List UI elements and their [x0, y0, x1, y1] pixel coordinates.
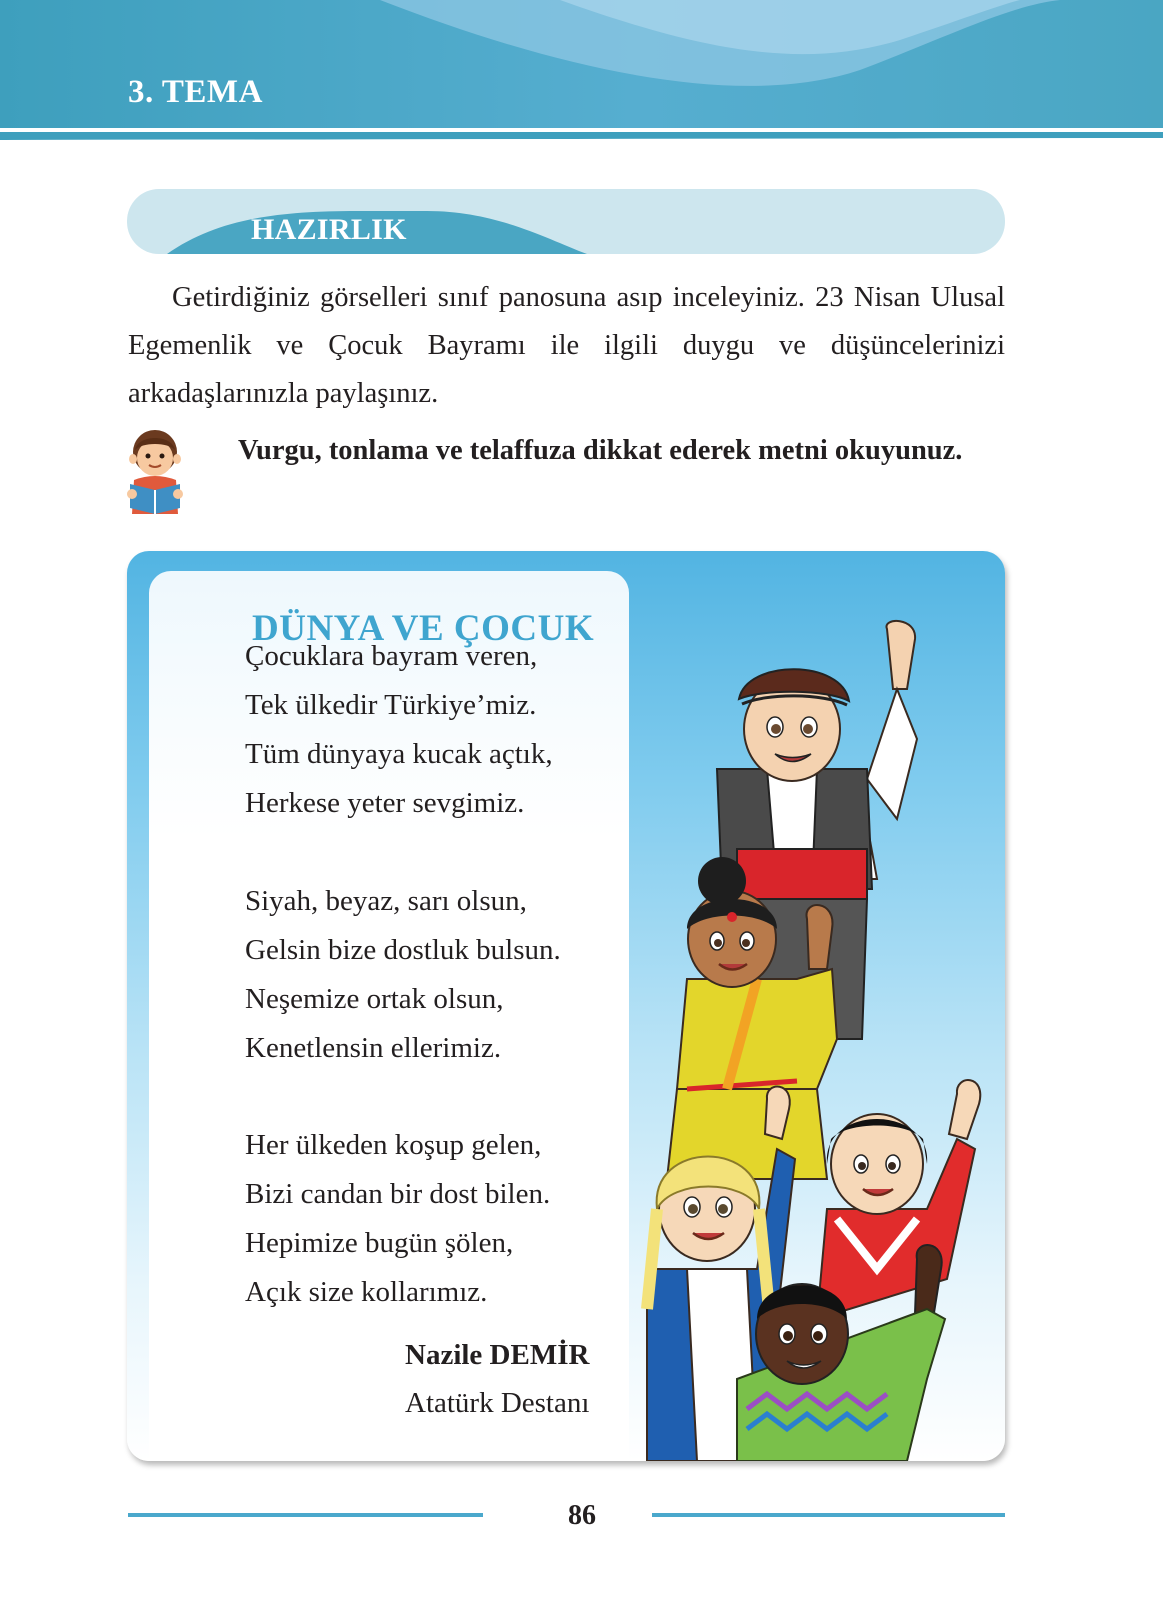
footer-line-left	[128, 1513, 483, 1517]
reading-child-icon	[126, 428, 184, 514]
poem-line: Siyah, beyaz, sarı olsun,	[245, 885, 527, 917]
footer-line-right	[652, 1513, 1005, 1517]
page-header	[0, 0, 1163, 150]
poem-author: Nazile DEMİR	[405, 1339, 590, 1371]
poem-line: Tek ülkedir Türkiye’miz.	[245, 689, 537, 721]
poem-line: Neşemize ortak olsun,	[245, 983, 504, 1015]
poem-line: Kenetlensin ellerimiz.	[245, 1032, 502, 1064]
poem-line: Açık size kollarımız.	[245, 1276, 488, 1308]
preparation-text: Getirdiğiniz görselleri sınıf panosuna asıp inceleyiniz. 23 Nisan Ulusal Egemenlik ve Çocuk Bayramı ile ilgili duygu ve düşüncelerinizi arkadaşlarınızla paylaşınız.	[128, 282, 1005, 409]
poem-line: Her ülkeden koşup gelen,	[245, 1129, 542, 1161]
poem-line: Herkese yeter sevgimiz.	[245, 787, 525, 819]
reading-instruction: Vurgu, tonlama ve telaffuza dikkat ederek metni okuyunuz.	[238, 435, 963, 466]
poem-line: Hepimize bugün şölen,	[245, 1227, 514, 1259]
poem-card	[127, 551, 1005, 1461]
poem-line: Çocuklara bayram veren,	[245, 640, 538, 672]
theme-title: 3. TEMA	[128, 74, 263, 110]
poem-title: DÜNYA VE ÇOCUK	[252, 608, 595, 649]
preparation-header	[127, 189, 1005, 254]
page-number: 86	[568, 1500, 596, 1531]
poem-source: Atatürk Destanı	[405, 1387, 590, 1419]
poem-line: Tüm dünyaya kucak açtık,	[245, 738, 553, 770]
child-bun-girl	[667, 857, 837, 1179]
poem-line: Bizi candan bir dost bilen.	[245, 1178, 551, 1210]
poem-line: Gelsin bize dostluk bulsun.	[245, 934, 561, 966]
child-bob-girl	[817, 1080, 980, 1319]
waving-children-illustration	[627, 619, 997, 1461]
preparation-title: HAZIRLIK	[251, 213, 407, 246]
poem-panel	[149, 571, 629, 1461]
